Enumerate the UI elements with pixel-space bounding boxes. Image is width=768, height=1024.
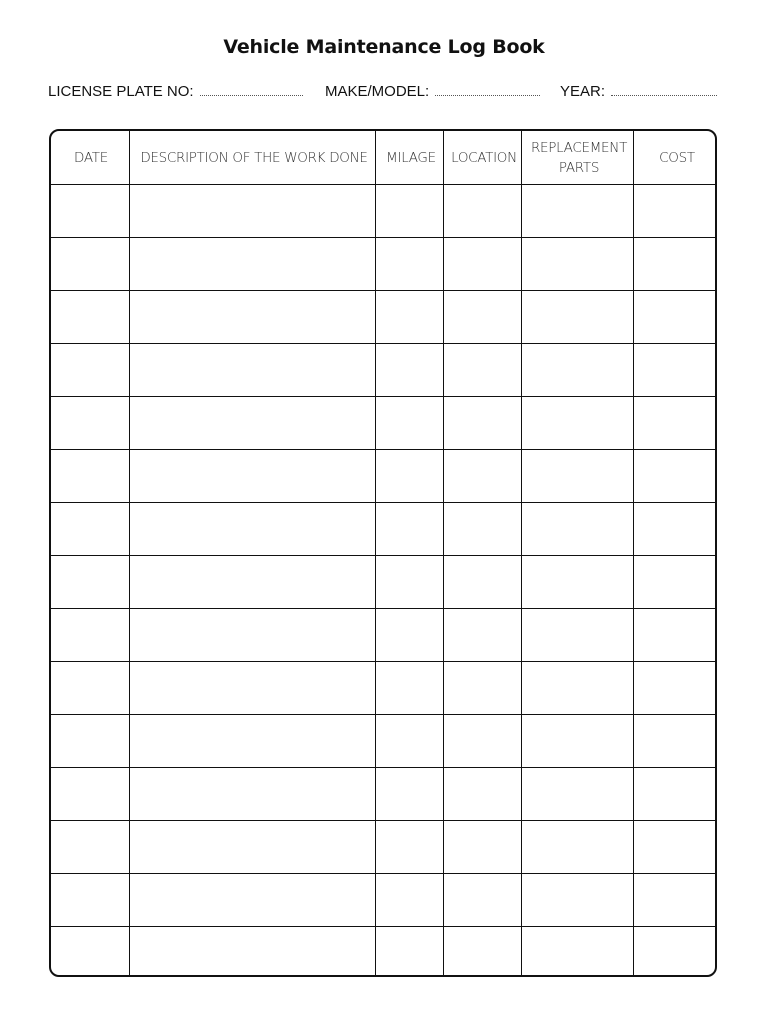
row-divider <box>51 184 715 185</box>
year-field[interactable] <box>560 83 717 103</box>
table-cell-date[interactable] <box>53 399 129 448</box>
maintenance-log-table <box>49 129 717 977</box>
page-title: Vehicle Maintenance Log Book <box>223 36 545 58</box>
table-cell-cost[interactable] <box>637 558 717 607</box>
table-cell-parts[interactable] <box>525 611 633 660</box>
table-cell-milage[interactable] <box>379 399 443 448</box>
table-cell-parts[interactable] <box>525 823 633 872</box>
table-cell-location[interactable] <box>447 876 521 925</box>
table-cell-location[interactable] <box>447 346 521 395</box>
table-cell-date[interactable] <box>53 929 129 977</box>
table-cell-milage[interactable] <box>379 240 443 289</box>
table-cell-date[interactable] <box>53 505 129 554</box>
row-divider <box>51 396 715 397</box>
table-cell-description[interactable] <box>133 876 375 925</box>
year-label: YEAR: <box>560 83 606 100</box>
table-cell-cost[interactable] <box>637 187 717 236</box>
table-cell-description[interactable] <box>133 187 375 236</box>
table-cell-milage[interactable] <box>379 187 443 236</box>
row-divider <box>51 449 715 450</box>
table-cell-description[interactable] <box>133 558 375 607</box>
table-cell-location[interactable] <box>447 452 521 501</box>
table-cell-location[interactable] <box>447 240 521 289</box>
table-cell-description[interactable] <box>133 399 375 448</box>
column-divider <box>521 131 522 975</box>
table-cell-cost[interactable] <box>637 452 717 501</box>
table-cell-cost[interactable] <box>637 293 717 342</box>
table-cell-cost[interactable] <box>637 770 717 819</box>
table-cell-parts[interactable] <box>525 187 633 236</box>
table-cell-cost[interactable] <box>637 823 717 872</box>
table-cell-cost[interactable] <box>637 929 717 977</box>
table-cell-description[interactable] <box>133 452 375 501</box>
table-cell-date[interactable] <box>53 717 129 766</box>
license-plate-input-line[interactable] <box>200 84 303 96</box>
make-model-input-line[interactable] <box>435 84 540 96</box>
table-cell-date[interactable] <box>53 346 129 395</box>
table-cell-location[interactable] <box>447 717 521 766</box>
table-cell-milage[interactable] <box>379 452 443 501</box>
table-cell-parts[interactable] <box>525 770 633 819</box>
column-divider <box>633 131 634 975</box>
table-cell-parts[interactable] <box>525 876 633 925</box>
column-divider <box>443 131 444 975</box>
table-cell-location[interactable] <box>447 558 521 607</box>
table-cell-date[interactable] <box>53 876 129 925</box>
row-divider <box>51 555 715 556</box>
make-model-label: MAKE/MODEL: <box>325 83 430 100</box>
column-header-parts: REPLACEMENT PARTS <box>530 140 628 176</box>
make-model-field[interactable] <box>325 83 540 103</box>
table-cell-cost[interactable] <box>637 505 717 554</box>
row-divider <box>51 343 715 344</box>
license-plate-field[interactable] <box>48 83 303 103</box>
year-input-line[interactable] <box>611 84 717 96</box>
column-divider <box>375 131 376 975</box>
table-cell-description[interactable] <box>133 505 375 554</box>
column-header-description: DESCRIPTION OF THE WORK DONE <box>140 150 368 166</box>
table-cell-parts[interactable] <box>525 240 633 289</box>
column-header-date: DATE <box>74 150 108 166</box>
row-divider <box>51 502 715 503</box>
table-cell-parts[interactable] <box>525 717 633 766</box>
table-cell-cost[interactable] <box>637 717 717 766</box>
table-cell-milage[interactable] <box>379 346 443 395</box>
table-cell-date[interactable] <box>53 187 129 236</box>
table-cell-date[interactable] <box>53 240 129 289</box>
table-cell-milage[interactable] <box>379 876 443 925</box>
table-cell-milage[interactable] <box>379 293 443 342</box>
table-cell-milage[interactable] <box>379 717 443 766</box>
table-cell-description[interactable] <box>133 823 375 872</box>
table-cell-date[interactable] <box>53 558 129 607</box>
table-cell-date[interactable] <box>53 770 129 819</box>
table-cell-description[interactable] <box>133 664 375 713</box>
column-divider <box>129 131 130 975</box>
table-cell-location[interactable] <box>447 664 521 713</box>
row-divider <box>51 290 715 291</box>
table-cell-description[interactable] <box>133 717 375 766</box>
table-cell-description[interactable] <box>133 346 375 395</box>
table-header-row <box>51 131 715 185</box>
table-cell-cost[interactable] <box>637 240 717 289</box>
row-divider <box>51 608 715 609</box>
row-divider <box>51 767 715 768</box>
row-divider <box>51 873 715 874</box>
table-cell-cost[interactable] <box>637 399 717 448</box>
table-cell-location[interactable] <box>447 823 521 872</box>
row-divider <box>51 661 715 662</box>
table-cell-location[interactable] <box>447 187 521 236</box>
table-cell-description[interactable] <box>133 240 375 289</box>
table-cell-parts[interactable] <box>525 346 633 395</box>
table-cell-location[interactable] <box>447 611 521 660</box>
table-cell-parts[interactable] <box>525 929 633 977</box>
table-cell-cost[interactable] <box>637 664 717 713</box>
table-cell-milage[interactable] <box>379 823 443 872</box>
table-cell-date[interactable] <box>53 452 129 501</box>
table-cell-date[interactable] <box>53 611 129 660</box>
table-cell-parts[interactable] <box>525 399 633 448</box>
table-cell-parts[interactable] <box>525 505 633 554</box>
table-cell-milage[interactable] <box>379 770 443 819</box>
table-cell-milage[interactable] <box>379 929 443 977</box>
table-cell-milage[interactable] <box>379 558 443 607</box>
table-cell-location[interactable] <box>447 293 521 342</box>
table-cell-description[interactable] <box>133 929 375 977</box>
table-cell-description[interactable] <box>133 293 375 342</box>
table-cell-location[interactable] <box>447 399 521 448</box>
table-cell-date[interactable] <box>53 293 129 342</box>
table-cell-parts[interactable] <box>525 293 633 342</box>
table-cell-location[interactable] <box>447 770 521 819</box>
table-cell-date[interactable] <box>53 664 129 713</box>
table-cell-location[interactable] <box>447 505 521 554</box>
row-divider <box>51 820 715 821</box>
table-cell-parts[interactable] <box>525 664 633 713</box>
row-divider <box>51 237 715 238</box>
table-cell-description[interactable] <box>133 770 375 819</box>
row-divider <box>51 714 715 715</box>
license-plate-label: LICENSE PLATE NO: <box>48 83 194 100</box>
table-cell-milage[interactable] <box>379 505 443 554</box>
column-header-milage: MILAGE <box>386 150 436 166</box>
table-cell-cost[interactable] <box>637 346 717 395</box>
table-cell-cost[interactable] <box>637 876 717 925</box>
table-cell-description[interactable] <box>133 611 375 660</box>
row-divider <box>51 926 715 927</box>
table-cell-location[interactable] <box>447 929 521 977</box>
table-cell-milage[interactable] <box>379 664 443 713</box>
column-header-location: LOCATION <box>451 150 517 166</box>
table-cell-parts[interactable] <box>525 558 633 607</box>
table-cell-cost[interactable] <box>637 611 717 660</box>
table-cell-parts[interactable] <box>525 452 633 501</box>
column-header-cost: COST <box>659 150 695 166</box>
table-cell-milage[interactable] <box>379 611 443 660</box>
table-cell-date[interactable] <box>53 823 129 872</box>
